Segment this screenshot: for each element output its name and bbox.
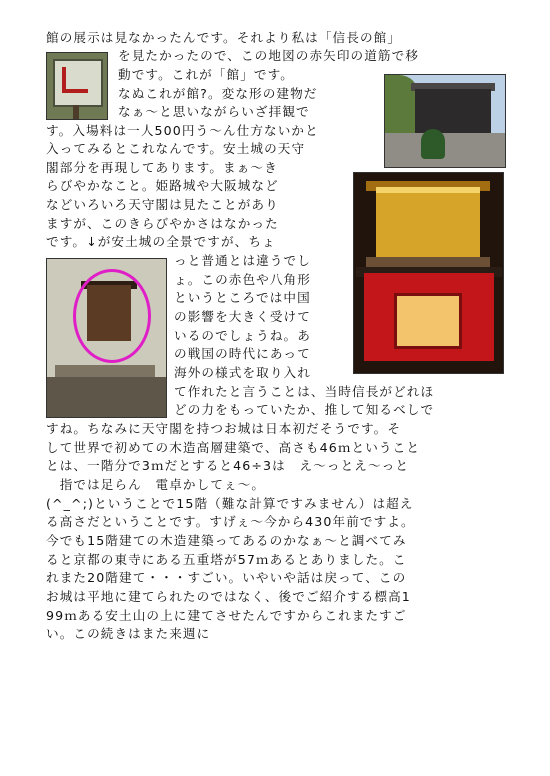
text-line: とは、一階分で3ｍだとすると46÷3は え〜っとえ〜っと	[46, 458, 410, 473]
bush	[421, 129, 445, 159]
text-line: すね。ちなみに天守閣を持つお城は日本初だそうです。そ	[46, 421, 402, 436]
lit-window	[394, 293, 462, 349]
golden-keep-floor	[376, 187, 480, 263]
text-line: を見たかったので、この地図の赤矢印の道筋で移	[118, 48, 420, 63]
text-line: らびやかなこと。姫路城や大阪城など	[46, 178, 279, 193]
castle-keep-replica-photo	[353, 172, 504, 374]
red-arrow-icon	[62, 67, 88, 93]
text-line: どの力をもっていたか、推して知るべしで	[174, 402, 435, 417]
text-line: 入ってみるとこれなんです。安土城の天守	[46, 141, 306, 156]
text-line: 海外の様式を取り入れ	[174, 365, 311, 380]
text-line: お城は平地に建てられたのではなく、後でご紹介する標高1	[46, 589, 411, 604]
text-line: です。↓が安土城の全景ですが、ちょ	[46, 234, 276, 249]
ground	[385, 133, 505, 167]
text-line: して世界で初めての木造高層建築で、高さも46ｍということ	[46, 440, 421, 455]
text-line: い。この続きはまた来週に	[46, 626, 211, 641]
text-line: 指では足らん 電卓かしてぇ〜。	[46, 477, 266, 492]
building	[415, 89, 491, 135]
text-line: 動です。これが「館」です。	[118, 67, 295, 82]
text-line: ると京都の東寺にある五重塔が57ｍあるとありました。こ	[46, 552, 407, 567]
text-line: いるのでしょうね。あ	[174, 328, 311, 343]
text-line: て作れたと言うことは、当時信長がどれほ	[174, 384, 435, 399]
castle-model-photo	[46, 258, 167, 418]
text-line: 館の展示は見なかったんです。それより私は「信長の館」	[46, 30, 402, 45]
display-base	[47, 377, 166, 417]
text-line: の戦国の時代にあって	[174, 346, 311, 361]
text-line: る高さだということです。すげぇ〜今から430年前ですよ。	[46, 514, 415, 529]
map-sign-photo	[46, 52, 108, 120]
text-line: 今でも15階建ての木造建築ってあるのかなぁ〜と調べてみ	[46, 533, 407, 548]
text-line: ょ。この赤色や八角形	[174, 272, 311, 287]
museum-building-photo	[384, 74, 506, 168]
text-line: ますが、このきらびやかさはなかった	[46, 216, 279, 231]
text-line: なぁ〜と思いながらいざ拝観で	[118, 104, 310, 119]
text-line: っと普通とは違うでし	[174, 253, 311, 268]
text-line: す。入場料は一人500円う〜ん仕方ないかと	[46, 123, 319, 138]
text-line: (^_^;)ということで15階（難な計算ですみません）は超え	[46, 496, 414, 511]
text-line: れまた20階建て・・・すごい。いやいや話は戻って、この	[46, 570, 407, 585]
text-line: 99ｍある安土山の上に建てさせたんですからこれまたすご	[46, 608, 407, 623]
sign-post	[73, 105, 79, 119]
text-line: 閣部分を再現してあります。まぁ〜き	[46, 160, 278, 175]
text-line: というところでは中国	[174, 290, 311, 305]
text-line: なぬこれが館?。変な形の建物だ	[118, 86, 318, 101]
text-line: の影響を大きく受けて	[174, 309, 311, 324]
highlight-circle	[73, 269, 151, 363]
text-line: などいろいろ天守閣は見たことがあり	[46, 197, 279, 212]
